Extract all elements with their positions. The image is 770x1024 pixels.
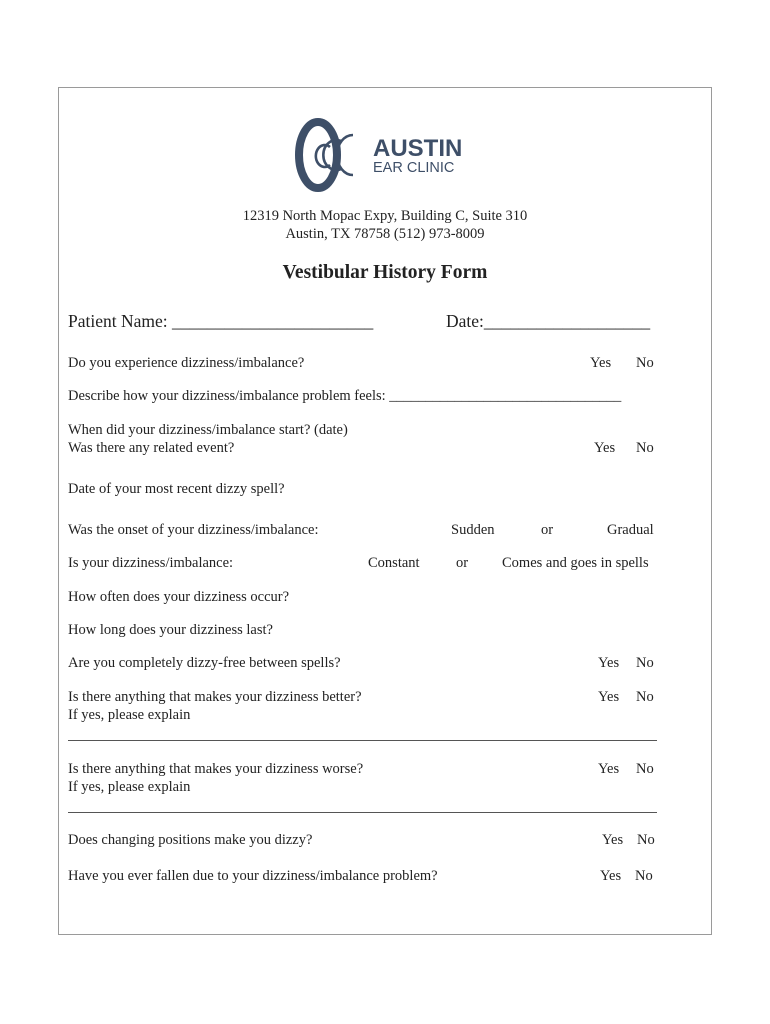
q13-no-option[interactable]: No (635, 868, 653, 884)
q1-yes-option[interactable]: Yes (590, 355, 612, 371)
page-title: Vestibular History Form (282, 262, 488, 283)
address-line-1: 12319 North Mopac Expy, Building C, Suite 310 (242, 208, 528, 224)
pattern-or-text: or (456, 555, 469, 571)
clinic-logo (293, 117, 483, 193)
q12-no-option[interactable]: No (637, 832, 655, 848)
address-line-2: Austin, TX 78758 (512) 973-8009 (285, 226, 485, 242)
q11-no-option[interactable]: No (636, 761, 654, 777)
q10-yes-option[interactable]: Yes (598, 689, 620, 705)
question-positions: Does changing positions make you dizzy? (68, 832, 313, 848)
q1-no-option[interactable]: No (636, 355, 654, 371)
better-explain-line[interactable] (68, 740, 657, 741)
question-onset: Was the onset of your dizziness/imbalance: (68, 522, 319, 538)
question-dizzy-free: Are you completely dizzy-free between spells? (68, 655, 341, 671)
question-better: Is there anything that makes your dizziness better? (68, 689, 362, 705)
question-start-date: When did your dizziness/imbalance start? (date) (68, 422, 348, 438)
worse-explain-label: If yes, please explain (68, 779, 191, 795)
pattern-spells-option[interactable]: Comes and goes in spells (502, 555, 649, 571)
q10-no-option[interactable]: No (636, 689, 654, 705)
q12-yes-option[interactable]: Yes (602, 832, 624, 848)
question-pattern: Is your dizziness/imbalance: (68, 555, 234, 571)
question-frequency: How often does your dizziness occur? (68, 589, 290, 605)
onset-gradual-option[interactable]: Gradual (607, 522, 654, 538)
question-duration: How long does your dizziness last? (68, 622, 273, 638)
pattern-constant-option[interactable]: Constant (368, 555, 420, 571)
date-field[interactable]: Date:___________________ (446, 311, 651, 331)
onset-or-text: or (541, 522, 554, 538)
question-fallen: Have you ever fallen due to your dizziness/imbalance problem? (68, 868, 438, 884)
onset-sudden-option[interactable]: Sudden (451, 522, 495, 538)
q11-yes-option[interactable]: Yes (598, 761, 620, 777)
better-explain-label: If yes, please explain (68, 707, 191, 723)
q9-no-option[interactable]: No (636, 655, 654, 671)
question-describe-feeling[interactable]: Describe how your dizziness/imbalance problem feels: ________________________________ (68, 388, 622, 404)
question-recent-spell: Date of your most recent dizzy spell? (68, 481, 285, 497)
q9-yes-option[interactable]: Yes (598, 655, 620, 671)
worse-explain-line[interactable] (68, 812, 657, 813)
question-worse: Is there anything that makes your dizziness worse? (68, 761, 364, 777)
logo-word-ear-clinic: EAR CLINIC (373, 160, 455, 176)
question-dizziness: Do you experience dizziness/imbalance? (68, 355, 305, 371)
patient-name-field[interactable]: Patient Name: _______________________ (68, 311, 374, 331)
question-related-event: Was there any related event? (68, 440, 235, 456)
ear-logo-icon (293, 117, 483, 193)
logo-word-austin: AUSTIN (373, 135, 463, 162)
q13-yes-option[interactable]: Yes (600, 868, 622, 884)
q3-yes-option[interactable]: Yes (594, 440, 616, 456)
q3-no-option[interactable]: No (636, 440, 654, 456)
